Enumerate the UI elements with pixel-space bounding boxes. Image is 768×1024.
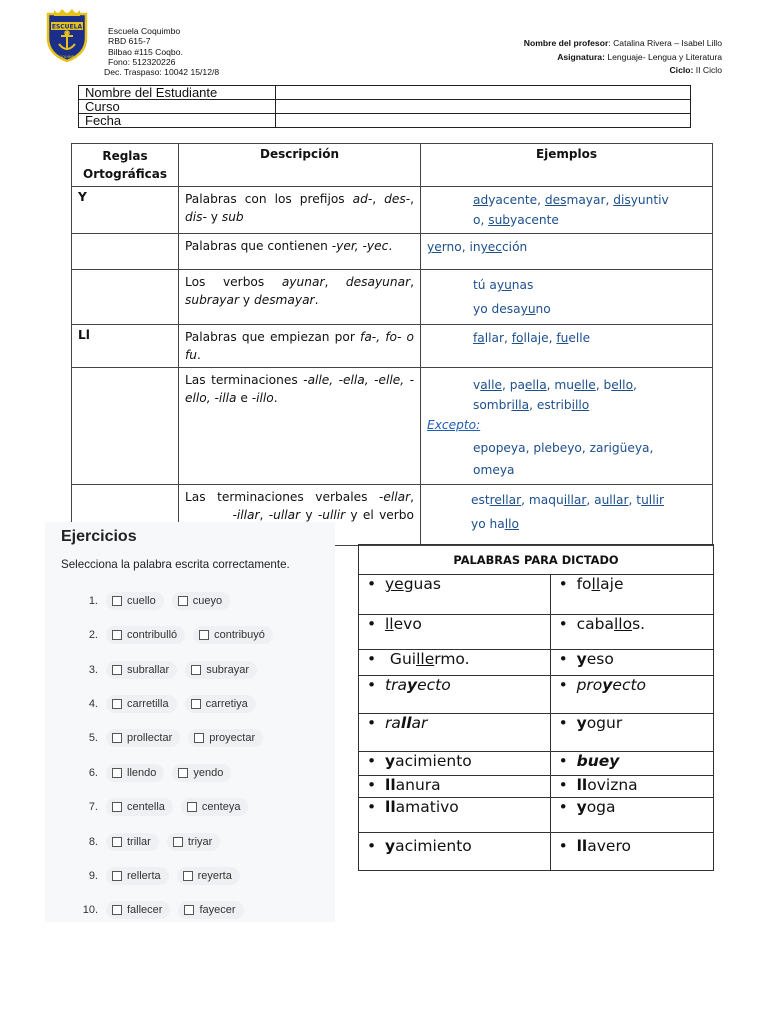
dictation-word: • llanura bbox=[359, 776, 551, 798]
dictation-word: • rallar bbox=[359, 714, 551, 752]
rule-examples: adyacente, desmayar, disyuntiv o, subyacente bbox=[421, 187, 713, 234]
rule-letter: Ll bbox=[72, 325, 179, 368]
option-a[interactable]: cuello bbox=[106, 592, 164, 610]
option-a[interactable]: centella bbox=[106, 798, 173, 816]
course-label: Curso bbox=[79, 100, 276, 114]
dictation-word: • yoga bbox=[550, 798, 713, 833]
rule-description: Palabras con los prefijos ad-, des-, dis- y sub bbox=[179, 187, 421, 234]
rule-examples: tú ayunas yo desayuno bbox=[421, 270, 713, 325]
dictation-word: • yogur bbox=[550, 714, 713, 752]
checkbox[interactable] bbox=[112, 837, 122, 847]
option-b[interactable]: cueyo bbox=[172, 592, 230, 610]
school-address: Bilbao #115 Coqbo. bbox=[108, 46, 183, 57]
teacher-info bbox=[524, 37, 722, 78]
school-info bbox=[104, 26, 220, 78]
option-b[interactable]: yendo bbox=[172, 764, 231, 782]
checkbox[interactable] bbox=[112, 768, 122, 778]
dictation-word: • caballos. bbox=[550, 615, 713, 650]
option-b[interactable]: contribuyó bbox=[193, 626, 273, 644]
dictation-word: • yeso bbox=[550, 650, 713, 676]
exercises-panel bbox=[45, 522, 335, 922]
dictation-word: • yeguas bbox=[359, 575, 551, 615]
exception-label: Excepto: bbox=[427, 418, 481, 432]
dictation-word: • follaje bbox=[550, 575, 713, 615]
option-b[interactable]: carretiya bbox=[185, 695, 256, 713]
checkbox[interactable] bbox=[191, 699, 201, 709]
rule-description: Las terminaciones verbales -ellar, -illar, -ullar y -ullir y el verbo bbox=[179, 485, 421, 546]
exercises-instruction: Selecciona la palabra escrita correctamente. bbox=[61, 558, 290, 571]
student-info-table bbox=[78, 85, 691, 128]
dictation-word: • llevo bbox=[359, 615, 551, 650]
rule-row bbox=[72, 187, 713, 234]
option-b[interactable]: triyar bbox=[167, 833, 220, 851]
checkbox[interactable] bbox=[173, 837, 183, 847]
exercise-item: 2. contribulló contribuyó bbox=[66, 626, 281, 644]
option-b[interactable]: fayecer bbox=[178, 901, 243, 919]
dictation-word: • proyecto bbox=[550, 676, 713, 714]
subject-value: Lenguaje- Lengua y Literatura bbox=[604, 51, 722, 62]
svg-text:COQUIMBO: COQUIMBO bbox=[56, 55, 78, 59]
checkbox[interactable] bbox=[194, 733, 204, 743]
option-a[interactable]: prollectar bbox=[106, 729, 180, 747]
checkbox[interactable] bbox=[112, 905, 122, 915]
cycle-value: II Ciclo bbox=[693, 65, 722, 75]
checkbox[interactable] bbox=[112, 802, 122, 812]
dictation-word: • yacimiento bbox=[359, 833, 551, 871]
rule-row bbox=[72, 234, 713, 270]
dictation-title: PALABRAS PARA DICTADO bbox=[359, 545, 714, 575]
checkbox[interactable] bbox=[112, 630, 122, 640]
school-phone: Fono: 512320226 bbox=[108, 56, 176, 67]
svg-text:ESCUELA: ESCUELA bbox=[51, 23, 83, 31]
dictation-table bbox=[358, 544, 714, 871]
exercise-item: 9. rellerta reyerta bbox=[66, 867, 248, 885]
rule-description: Palabras que contienen -yer, -yec. bbox=[179, 234, 421, 270]
checkbox[interactable] bbox=[178, 596, 188, 606]
checkbox[interactable] bbox=[112, 871, 122, 881]
rule-examples: estrellar, maquillar, aullar, tullir yo hallo bbox=[421, 485, 713, 546]
rule-examples: yerno, inyección bbox=[421, 234, 713, 270]
course-field[interactable] bbox=[276, 100, 691, 114]
checkbox[interactable] bbox=[184, 905, 194, 915]
spelling-rules-table bbox=[71, 143, 713, 546]
date-field[interactable] bbox=[276, 114, 691, 128]
option-a[interactable]: llendo bbox=[106, 764, 164, 782]
checkbox[interactable] bbox=[187, 802, 197, 812]
dictation-word: • yacimiento bbox=[359, 752, 551, 776]
exercise-item: 7. centella centeya bbox=[66, 798, 256, 816]
subject-label: Asignatura: bbox=[557, 51, 605, 62]
exercises-title: Ejercicios bbox=[61, 528, 137, 545]
teacher-value: : Catalina Rivera – Isabel Lillo bbox=[608, 38, 722, 48]
school-decree: Dec. Traspaso: 10042 15/12/8 bbox=[104, 67, 220, 78]
dictation-word: • llovizna bbox=[550, 776, 713, 798]
checkbox[interactable] bbox=[112, 596, 122, 606]
checkbox[interactable] bbox=[112, 733, 122, 743]
checkbox[interactable] bbox=[191, 665, 201, 675]
option-a[interactable]: carretilla bbox=[106, 695, 177, 713]
school-crest-logo bbox=[44, 8, 90, 62]
school-rbd: RBD 615-7 bbox=[108, 36, 151, 47]
checkbox[interactable] bbox=[199, 630, 209, 640]
option-a[interactable]: rellerta bbox=[106, 867, 169, 885]
rule-description: Las terminaciones -alle, -ella, -elle, -ello, -illa e -illo. bbox=[179, 368, 421, 485]
rule-row bbox=[72, 368, 713, 485]
dictation-word: • llavero bbox=[550, 833, 713, 871]
exercise-item: 8. trillar triyar bbox=[66, 833, 228, 851]
option-b[interactable]: subrayar bbox=[185, 661, 257, 679]
school-name: Escuela Coquimbo bbox=[108, 26, 181, 36]
exercise-item: 6. llendo yendo bbox=[66, 764, 239, 782]
student-name-field[interactable] bbox=[276, 86, 691, 100]
exercise-item: 1. cuello cueyo bbox=[66, 592, 238, 610]
option-a[interactable]: fallecer bbox=[106, 901, 170, 919]
checkbox[interactable] bbox=[183, 871, 193, 881]
option-b[interactable]: centeya bbox=[181, 798, 249, 816]
exercise-item: 5. prollectar proyectar bbox=[66, 729, 271, 747]
option-a[interactable]: contribulló bbox=[106, 626, 185, 644]
rules-header-examples: Ejemplos bbox=[421, 144, 713, 187]
date-label: Fecha bbox=[79, 114, 276, 128]
rule-description: Los verbos ayunar, desayunar, subrayar y desmayar. bbox=[179, 270, 421, 325]
option-b[interactable]: reyerta bbox=[177, 867, 240, 885]
option-b[interactable]: proyectar bbox=[188, 729, 263, 747]
dictation-word: • trayecto bbox=[359, 676, 551, 714]
exercise-item: 10. fallecer fayecer bbox=[66, 901, 252, 919]
student-name-label: Nombre del Estudiante bbox=[79, 86, 276, 100]
checkbox[interactable] bbox=[112, 699, 122, 709]
checkbox[interactable] bbox=[112, 665, 122, 675]
rules-header-rules: Reglas Ortográficas bbox=[72, 144, 179, 187]
exercise-item: 3. subrallar subrayar bbox=[66, 661, 265, 679]
dictation-word: • Guillermo. bbox=[359, 650, 551, 676]
teacher-label: Nombre del profesor bbox=[523, 38, 609, 48]
rule-row bbox=[72, 325, 713, 368]
rule-row bbox=[72, 270, 713, 325]
rule-description: Palabras que empiezan por fa-, fo- o fu. bbox=[179, 325, 421, 368]
rule-examples: fallar, follaje, fuelle bbox=[421, 325, 713, 368]
rule-letter: Y bbox=[72, 187, 179, 234]
checkbox[interactable] bbox=[178, 768, 188, 778]
option-a[interactable]: trillar bbox=[106, 833, 159, 851]
cycle-label: Ciclo: bbox=[669, 65, 694, 75]
option-a[interactable]: subrallar bbox=[106, 661, 177, 679]
dictation-word: • buey bbox=[550, 752, 713, 776]
rule-examples: valle, paella, muelle, bello, sombrilla, estribillo Excepto: epopeya, plebeyo, zarigüeya, omeya bbox=[421, 368, 713, 485]
dictation-word: • llamativo bbox=[359, 798, 551, 833]
rules-header-description: Descripción bbox=[179, 144, 421, 187]
exercise-item: 4. carretilla carretiya bbox=[66, 695, 264, 713]
